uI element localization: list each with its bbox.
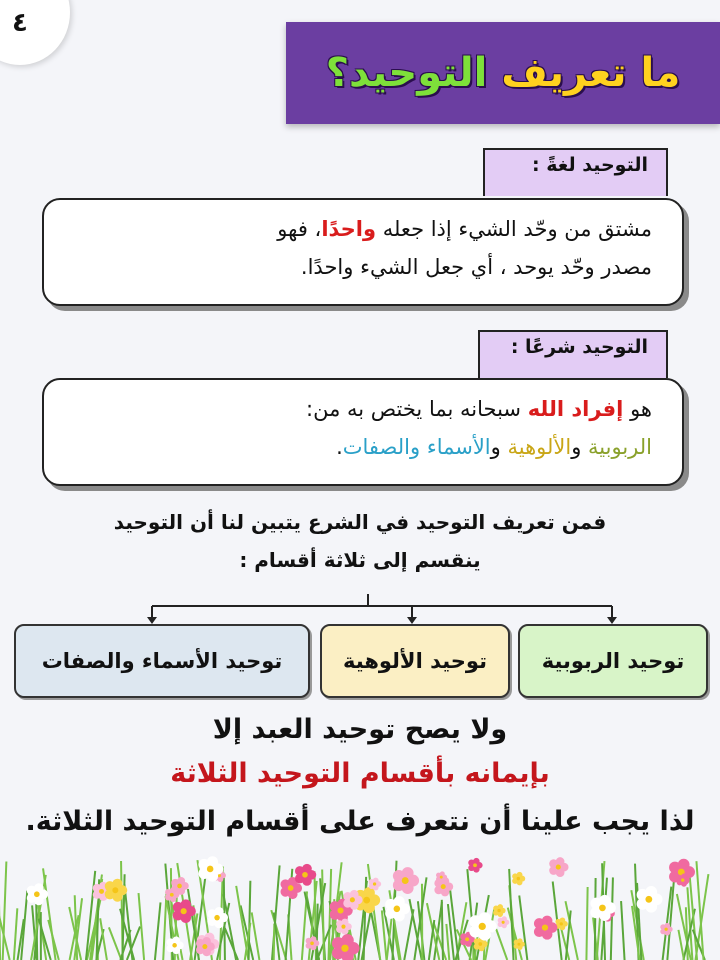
grass-blade	[414, 877, 426, 960]
linguistic-text-a: مشتق من وحّد الشيء إذا جعله	[376, 217, 652, 241]
flower-icon	[295, 864, 316, 886]
flower-icon	[393, 867, 419, 894]
conclusion-line-1: ولا يصح توحيد العبد إلا	[212, 714, 508, 745]
grass-blade	[446, 924, 449, 960]
grass-blade	[678, 930, 684, 960]
legal-text-a: هو	[623, 397, 652, 421]
linguistic-label-text: التوحيد لغةً :	[532, 154, 648, 176]
page-number: ٤	[12, 8, 28, 38]
intro-line-1: فمن تعريف التوحيد في الشرع يتبين لنا أن التوحيد	[113, 510, 607, 534]
section-uluhiyya-label: توحيد الألوهية	[343, 649, 487, 673]
arrow-down-icon	[407, 617, 417, 624]
term-asma-sifat: الأسماء والصفات	[342, 435, 491, 459]
flower-icon	[493, 904, 505, 917]
grass-blade	[155, 902, 161, 960]
title-part-2: التوحيد؟	[325, 50, 488, 96]
linguistic-line-2: مصدر وحّد يوحد ، أي جعل الشيء واحدًا.	[300, 255, 652, 279]
intro-line-2: ينقسم إلى ثلاثة أقسام :	[239, 548, 481, 572]
grass-blade	[442, 900, 443, 960]
grass-blade	[621, 901, 624, 960]
flower-icon	[534, 916, 557, 940]
flower-icon	[512, 872, 525, 885]
section-rububiyya	[518, 624, 708, 698]
grass-blade	[404, 909, 413, 960]
flower-icon	[385, 896, 410, 921]
grass-blade	[496, 929, 507, 960]
arrow-down-icon	[147, 617, 157, 624]
flower-icon	[369, 878, 381, 891]
grass-blade	[519, 896, 527, 960]
grass-blade	[109, 927, 122, 960]
legal-label-text: التوحيد شرعًا :	[510, 336, 648, 358]
term-rububiyya: الربوبية	[588, 435, 652, 459]
conjunction-2: و	[490, 435, 508, 459]
linguistic-text-b: ، فهو	[277, 217, 322, 241]
grass-blade	[586, 887, 587, 960]
title-part-1: ما تعريف	[501, 50, 681, 96]
section-asma-sifat-label: توحيد الأسماء والصفات	[41, 649, 283, 673]
flower-icon	[498, 916, 510, 928]
grass-blade	[124, 884, 132, 960]
section-uluhiyya	[320, 624, 510, 698]
grass-blade	[252, 912, 260, 960]
flower-icon	[468, 858, 482, 873]
legal-text-b: سبحانه بما يختص به من:	[306, 397, 528, 421]
flower-border-decoration	[0, 850, 720, 960]
section-rububiyya-label: توحيد الربوبية	[541, 649, 685, 673]
conjunction-1: و	[571, 435, 589, 459]
terms-end-punct: .	[336, 435, 343, 459]
conclusion-line-2: بإيمانه بأقسام التوحيد الثلاثة	[170, 758, 550, 789]
section-asma-sifat	[14, 624, 310, 698]
linguistic-highlight: واحدًا	[321, 217, 377, 241]
term-uluhiyya: الألوهية	[507, 435, 572, 459]
grass-blade	[274, 924, 275, 960]
flower-icon	[637, 886, 663, 913]
flower-icon	[549, 857, 568, 877]
grass-blade	[14, 908, 17, 960]
legal-highlight: إفراد الله	[527, 397, 624, 421]
grass-blade	[595, 878, 596, 960]
conclusion-line-3: لذا يجب علينا أن نتعرف على أقسام التوحيد الثلاثة.	[25, 806, 695, 837]
arrow-down-icon	[607, 617, 617, 624]
flower-icon	[514, 938, 525, 950]
